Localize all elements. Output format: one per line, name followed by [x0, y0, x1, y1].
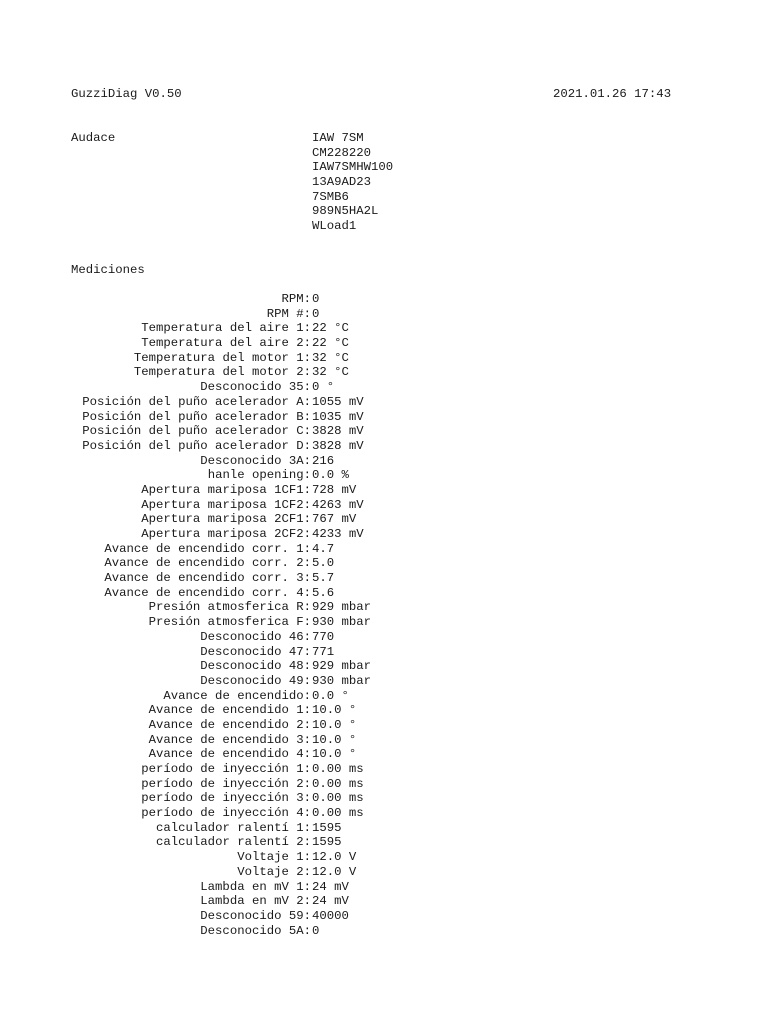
device-info-line: 13A9AD23 [312, 175, 372, 190]
measurement-value: 10.0 ° [312, 717, 357, 732]
measurements-title: Mediciones [71, 263, 145, 277]
measurement-label: Apertura mariposa 2CF2: [141, 527, 311, 541]
report-datetime: 2021.01.26 17:43 [553, 87, 672, 101]
measurement-row [0, 527, 768, 542]
measurement-row [0, 645, 768, 660]
measurement-label: calculador ralentí 2: [156, 835, 311, 850]
measurement-row [0, 703, 768, 718]
measurement-value: 40000 [312, 908, 349, 923]
measurement-row [0, 468, 768, 483]
device-info-line: WLoad1 [312, 219, 357, 234]
measurement-label: Posición del puño acelerador C: [82, 424, 311, 439]
measurement-label: período de inyección 1: [141, 762, 311, 776]
device-info-line: IAW 7SM [312, 131, 364, 145]
measurement-value: 3828 mV [312, 438, 364, 453]
measurement-row [0, 909, 768, 924]
measurement-row [0, 542, 768, 557]
measurement-label: hanle opening: [207, 468, 311, 483]
measurement-row [0, 630, 768, 645]
measurement-label: Avance de encendido 4: [148, 747, 311, 762]
measurement-label: Temperatura del motor 1: [133, 350, 311, 365]
measurement-label: Avance de encendido corr. 2: [104, 556, 311, 571]
measurement-label: Voltaje 2: [237, 864, 311, 879]
measurement-label: Avance de encendido corr. 3: [104, 571, 311, 586]
measurement-value: 4263 mV [312, 497, 364, 512]
measurement-label: Desconocido 46: [200, 629, 311, 644]
measurement-row [0, 821, 768, 836]
measurement-label: período de inyección 2: [141, 776, 311, 791]
measurement-row [0, 498, 768, 513]
measurement-row [0, 747, 768, 762]
measurement-label: Avance de encendido 1: [148, 703, 311, 718]
measurement-value: 22 °C [312, 321, 349, 336]
measurement-value: 1035 mV [312, 409, 364, 424]
device-info-list [312, 131, 393, 234]
measurement-label: Desconocido 59: [200, 908, 311, 923]
measurement-label: Desconocido 49: [200, 673, 311, 688]
measurement-row [0, 791, 768, 806]
measurement-label: Desconocido 5A: [200, 923, 311, 938]
measurement-label: Avance de encendido 3: [148, 732, 311, 747]
measurement-row [0, 850, 768, 865]
measurement-row [0, 439, 768, 454]
measurement-value: 32 °C [312, 365, 349, 380]
measurement-row [0, 292, 768, 307]
measurement-label: Temperatura del aire 2: [141, 336, 311, 351]
measurement-value: 770 [312, 629, 335, 644]
measurement-row [0, 615, 768, 630]
measurement-label: Voltaje 1: [237, 850, 311, 865]
measurement-row [0, 571, 768, 586]
measurement-label: Avance de encendido corr. 4: [104, 585, 311, 600]
measurement-value: 930 mbar [312, 615, 372, 630]
measurement-value: 929 mbar [312, 600, 372, 615]
measurement-value: 5.7 [312, 571, 335, 586]
measurement-row [0, 586, 768, 601]
measurement-label: Posición del puño acelerador A: [82, 394, 311, 409]
measurement-row [0, 806, 768, 821]
measurement-row [0, 336, 768, 351]
measurement-label: Avance de encendido 2: [148, 717, 311, 732]
measurement-row [0, 777, 768, 792]
measurement-label: Temperatura del motor 2: [133, 365, 311, 380]
measurement-value: 0 [312, 923, 320, 938]
measurement-label: Posición del puño acelerador B: [82, 409, 311, 424]
measurement-value: 1595 [312, 820, 342, 835]
measurement-row [0, 600, 768, 615]
measurement-label: período de inyección 3: [141, 791, 311, 806]
measurement-row [0, 454, 768, 469]
measurement-value: 12.0 V [312, 850, 357, 865]
measurement-value: 22 °C [312, 336, 349, 351]
measurement-row [0, 674, 768, 689]
measurement-value: 0.0 % [312, 468, 349, 483]
measurement-label: RPM: [281, 292, 311, 306]
measurement-label: Avance de encendido corr. 1: [104, 541, 311, 556]
measurement-row [0, 924, 768, 939]
measurement-label: Presión atmosferica R: [148, 600, 311, 615]
measurement-label: Desconocido 3A: [200, 453, 311, 468]
measurement-value: 24 mV [312, 879, 349, 894]
measurement-row [0, 689, 768, 704]
measurement-label: RPM #: [266, 306, 311, 321]
measurements-list [0, 292, 768, 938]
measurement-label: Desconocido 48: [200, 659, 311, 674]
measurement-value: 4.7 [312, 541, 335, 556]
measurement-row [0, 835, 768, 850]
measurement-value: 1055 mV [312, 394, 364, 409]
measurement-value: 5.6 [312, 585, 335, 600]
measurement-label: Apertura mariposa 1CF2: [141, 497, 311, 512]
measurement-label: período de inyección 4: [141, 806, 311, 821]
measurement-value: 0.00 ms [312, 791, 364, 806]
app-title: GuzziDiag V0.50 [71, 87, 182, 101]
measurement-label: Desconocido 35: [200, 380, 311, 395]
measurement-value: 771 [312, 644, 335, 659]
measurement-value: 10.0 ° [312, 732, 357, 747]
measurement-label: Apertura mariposa 1CF1: [141, 482, 311, 497]
measurement-value: 767 mV [312, 512, 357, 527]
measurement-row [0, 659, 768, 674]
device-info-line: IAW7SMHW100 [312, 160, 394, 175]
measurement-value: 32 °C [312, 350, 349, 365]
measurement-value: 1595 [312, 835, 342, 850]
measurement-row [0, 380, 768, 395]
measurement-value: 10.0 ° [312, 703, 357, 718]
measurement-row [0, 556, 768, 571]
device-info-line: 7SMB6 [312, 189, 349, 204]
measurement-row [0, 512, 768, 527]
measurement-value: 0.0 ° [312, 688, 349, 703]
measurement-row [0, 365, 768, 380]
measurement-row [0, 880, 768, 895]
measurement-value: 0.00 ms [312, 776, 364, 791]
measurement-row [0, 410, 768, 425]
measurement-row [0, 483, 768, 498]
measurement-label: Avance de encendido: [163, 688, 311, 703]
measurement-row [0, 307, 768, 322]
measurement-value: 24 mV [312, 894, 349, 909]
measurement-label: Posición del puño acelerador D: [82, 438, 311, 453]
measurement-label: Temperatura del aire 1: [141, 321, 311, 336]
measurement-row [0, 351, 768, 366]
measurement-row [0, 865, 768, 880]
measurement-row [0, 424, 768, 439]
measurement-row [0, 894, 768, 909]
measurement-label: calculador ralentí 1: [156, 820, 311, 835]
measurement-value: 3828 mV [312, 424, 364, 439]
measurement-label: Desconocido 47: [200, 644, 311, 659]
measurement-row [0, 762, 768, 777]
measurement-label: Lambda en mV 2: [200, 894, 311, 909]
measurement-value: 0 ° [312, 380, 335, 395]
measurement-value: 10.0 ° [312, 747, 357, 762]
measurement-row [0, 321, 768, 336]
measurement-value: 930 mbar [312, 673, 372, 688]
measurement-value: 5.0 [312, 556, 335, 571]
measurement-value: 216 [312, 453, 335, 468]
measurement-value: 728 mV [312, 482, 357, 497]
device-info-line: CM228220 [312, 145, 372, 160]
measurement-row [0, 733, 768, 748]
measurement-label: Apertura mariposa 2CF1: [141, 512, 311, 527]
measurement-value: 0 [312, 292, 320, 306]
measurement-value: 0 [312, 306, 320, 321]
measurement-value: 4233 mV [312, 527, 364, 541]
measurement-value: 0.00 ms [312, 762, 364, 776]
device-name: Audace [71, 131, 116, 145]
measurement-value: 929 mbar [312, 659, 372, 674]
measurement-label: Presión atmosferica F: [148, 615, 311, 630]
measurement-value: 12.0 V [312, 864, 357, 879]
measurement-label: Lambda en mV 1: [200, 879, 311, 894]
device-info-line: 989N5HA2L [312, 204, 379, 219]
measurement-row [0, 718, 768, 733]
measurement-row [0, 395, 768, 410]
measurement-value: 0.00 ms [312, 806, 364, 821]
